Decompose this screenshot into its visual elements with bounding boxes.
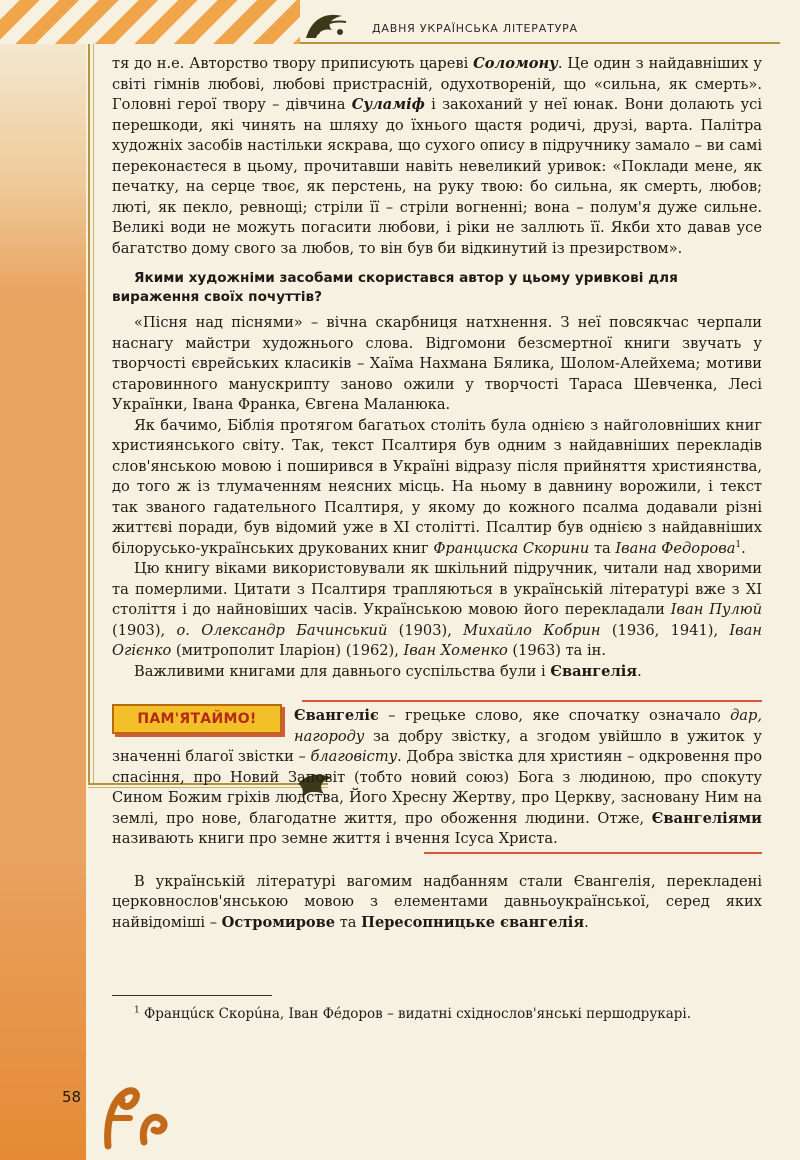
paragraph-3: Як бачимо, Біблія протягом багатьох століть була однією з найголовніших книг християнського світу. Так, текст Псалтиря був одним з найдавніших перекладів слов'янською мовою і поширився в Україні відразу після прийняття християнства, до того ж із тлумаченням неясних місць. На ньому в давнину ворожили, і текст так званого гадательного Псалтиря, у якому до кожного псалма додавали різні життєві поради, був відомий уже в XI столітті. Псалтир був однією з найдавніших білорусько-українських друкованих книг Франциска Скорини та Івана Федорова$^1$.	[112, 416, 762, 557]
running-header: ДАВНЯ УКРАЇНСЬКА ЛІТЕРАТУРА	[372, 22, 578, 35]
main-text	[112, 54, 762, 933]
paragraph-1: тя до н.е. Авторство твору приписують цареві Соломону. Це один з найдавніших у світі гімнів любові, любові пристрасній, одухотвореній, що «сильна, як смерть». Головні герої твору – дівчина Суламіф і закоханий у неї юнак. Вони долають усі перешкоди, які чинять на шляху до їхнього щастя родичі, друзі, варта. Палітра художніх засобів настільки яскрава, що сухого опису в підручнику замало – ви самі переконаєтеся в цьому, прочитавши навіть невеликий уривок: «Поклади мене, як печатку, на серце твоє, як перстень, на руку твою: бо сильна, як смерть, любов; люті, як пекло, ревнощі; стріли її – стріли вогненні; вона – полум'я дуже сильне. Великі води не можуть погасити любови, і ріки не заллють її. Якби хто давав усе багатство дому свого за любов, то він був би відкинутий із презирством».	[112, 55, 762, 257]
remember-box	[112, 700, 762, 854]
frame-left-border	[88, 44, 94, 784]
remember-top-rule	[302, 700, 762, 702]
paragraph-5: Важливими книгами для давнього суспільства були і Євангелія.	[134, 662, 642, 680]
footnote: $^1$ Францúск Скорúна, Іван Фéдоров – видатні східнослов'янські першодрукарі.	[134, 1005, 692, 1022]
remember-bottom-rule	[112, 852, 762, 854]
paragraph-4: Цю книгу віками використовували як шкільний підручник, читали над хворими та померлими. Цитати з Псалтиря трапляються в українській літературі вже з XI століття і до найновіших часів. Українською мовою його перекладали Іван Пулюй (1903), о. Олександр Бачинський (1903), Михайло Кобрин (1936, 1941), Іван Огієнко (митрополит Іларіон) (1962), Іван Хоменко (1963) та ін.	[112, 560, 762, 659]
paragraph-6: В українській літературі вагомим надбанням стали Євангелія, перекладені церковнослов'янською мовою з елементами давньоукраїнської, серед яких найвідоміші – Остромирове та Пересопницьке євангелія.	[112, 872, 762, 931]
left-margin-bottom	[0, 860, 86, 1160]
remember-text: Євангеліє – грецьке слово, яке спочатку означало дар, нагороду за добру звістку, а згодом увійшло в ужиток у значенні благої звістки – благовісту. Добра звістка для християн – одкровення про спасіння, про Новий Заповіт (тобто новий союз) Бога з людиною, про спокуту Сином Божим гріхів людства, Його Хресну Жертву, про Церкву, засновану Ним на землі, про нове, благодатне життя, про обоження людини. Отже, Євангеліями називають книги про земне життя і вчення Ісуса Христа.	[112, 707, 763, 847]
paragraph-2: «Пісня над піснями» – вічна скарбниця натхнення. З неї повсякчас черпали наснагу майстри художнього слова. Відгомони безсмертної книги звучать у творчості єврейських класиків – Хаїма Нахмана Бялика, Шолом-Алейхема; мотиви старовинного манускрипту заново ожили у творчості Тараса Шевченка, Лесі Українки, Івана Франка, Євгена Маланюка.	[112, 314, 762, 413]
top-stripes-decoration	[0, 0, 300, 44]
footnote-ref: 1	[735, 539, 742, 550]
footnote-rule	[112, 995, 272, 996]
remember-badge: ПАМ'ЯТАЙМО!	[112, 704, 282, 734]
corner-flourish-icon	[100, 1082, 180, 1152]
header-rule	[300, 42, 780, 44]
left-margin-fade	[0, 0, 86, 300]
header-ornament-icon	[302, 8, 350, 42]
question: Якими художніми засобами скористався автор у цьому уривкові для вираження своїх почуттів?	[112, 270, 678, 305]
page-number: 58	[62, 1088, 82, 1106]
